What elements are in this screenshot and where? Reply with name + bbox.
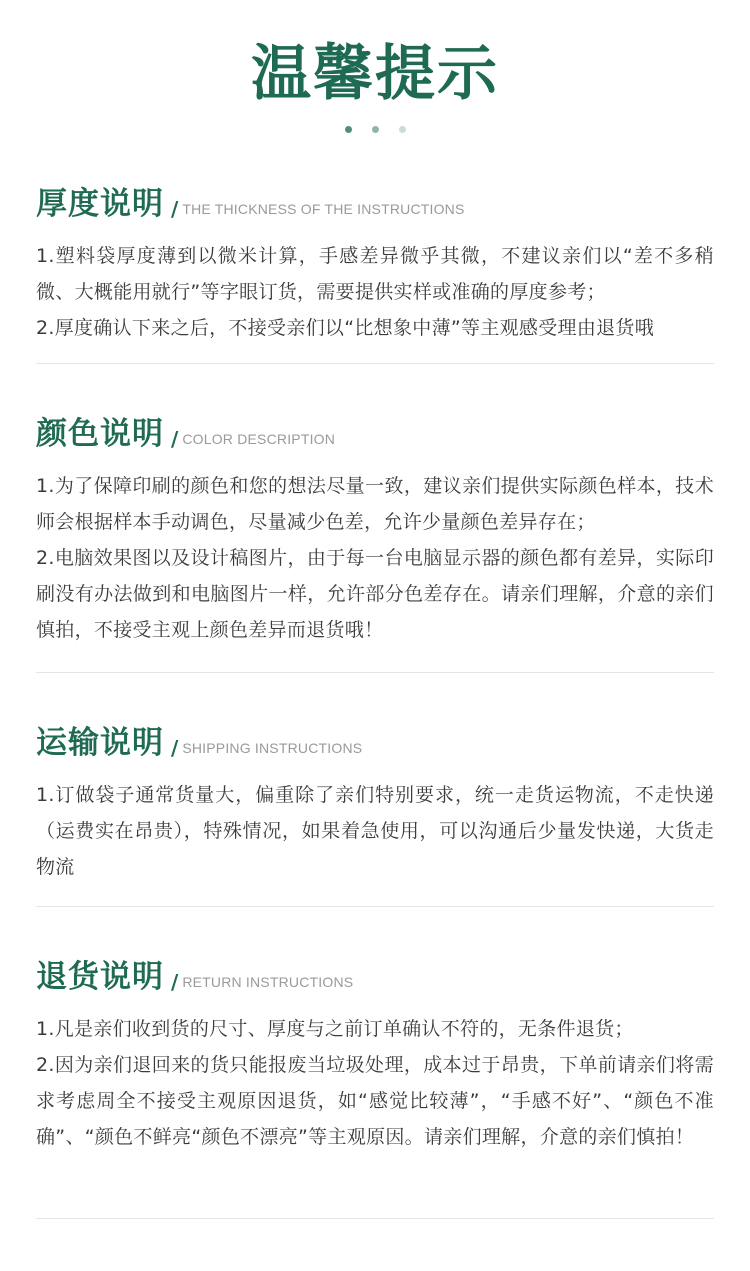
dot-icon	[372, 126, 379, 133]
section-subtitle: SHIPPING INSTRUCTIONS	[182, 740, 363, 756]
divider	[36, 1218, 714, 1219]
paragraph: 2.厚度确认下来之后，不接受亲们以“比想象中薄”等主观感受理由退货哦	[36, 317, 655, 339]
paragraph: 1.塑料袋厚度薄到以微米计算，手感差异微乎其微，不建议亲们以“差不多稍微、大概能用就行”等字眼订货，需要提供实样或准确的厚度参考；	[36, 245, 714, 303]
paragraph: 1.凡是亲们收到货的尺寸、厚度与之前订单确认不符的，无条件退货；	[36, 1018, 634, 1040]
section-return	[36, 953, 714, 1155]
section-body	[36, 238, 714, 346]
divider	[36, 363, 714, 364]
section-header	[36, 953, 714, 997]
section-header	[36, 410, 714, 454]
slash-separator: /	[171, 970, 179, 994]
section-thickness	[36, 180, 714, 346]
paragraph: 2.因为亲们退回来的货只能报废当垃圾处理，成本过于昂贵，下单前请亲们将需求考虑周全不接受主观原因退货，如“感觉比较薄”，“手感不好”、“颜色不准确”、“颜色不鲜亮“颜色不漂亮”等主观原因。请亲们理解，介意的亲们慎拍！	[36, 1054, 714, 1148]
paragraph: 2.电脑效果图以及设计稿图片，由于每一台电脑显示器的颜色都有差异，实际印刷没有办法做到和电脑图片一样，允许部分色差存在。请亲们理解，介意的亲们慎拍，不接受主观上颜色差异而退货哦！	[36, 547, 714, 641]
section-header	[36, 719, 714, 763]
divider	[36, 672, 714, 673]
slash-separator: /	[171, 736, 179, 760]
section-title: 颜色说明	[36, 416, 164, 452]
section-subtitle: THE THICKNESS OF THE INSTRUCTIONS	[182, 201, 465, 217]
section-body	[36, 777, 714, 885]
section-shipping	[36, 719, 714, 885]
section-subtitle: COLOR DESCRIPTION	[182, 431, 336, 447]
section-title: 退货说明	[36, 959, 164, 995]
section-subtitle: RETURN INSTRUCTIONS	[182, 974, 354, 990]
dot-icon	[345, 126, 352, 133]
section-title: 厚度说明	[36, 186, 164, 222]
slash-separator: /	[171, 427, 179, 451]
divider	[36, 906, 714, 907]
slash-separator: /	[171, 197, 179, 221]
section-header	[36, 180, 714, 224]
decorative-dots	[0, 126, 750, 133]
paragraph: 1.为了保障印刷的颜色和您的想法尽量一致，建议亲们提供实际颜色样本，技术师会根据样本手动调色，尽量减少色差，允许少量颜色差异存在；	[36, 475, 714, 533]
section-body	[36, 468, 714, 648]
paragraph: 1.订做袋子通常货量大，偏重除了亲们特别要求，统一走货运物流，不走快递（运费实在昂贵），特殊情况，如果着急使用，可以沟通后少量发快递，大货走物流	[36, 784, 714, 878]
section-body	[36, 1011, 714, 1155]
page-title: 温馨提示	[251, 39, 499, 109]
section-title: 运输说明	[36, 725, 164, 761]
dot-icon	[399, 126, 406, 133]
section-color	[36, 410, 714, 648]
